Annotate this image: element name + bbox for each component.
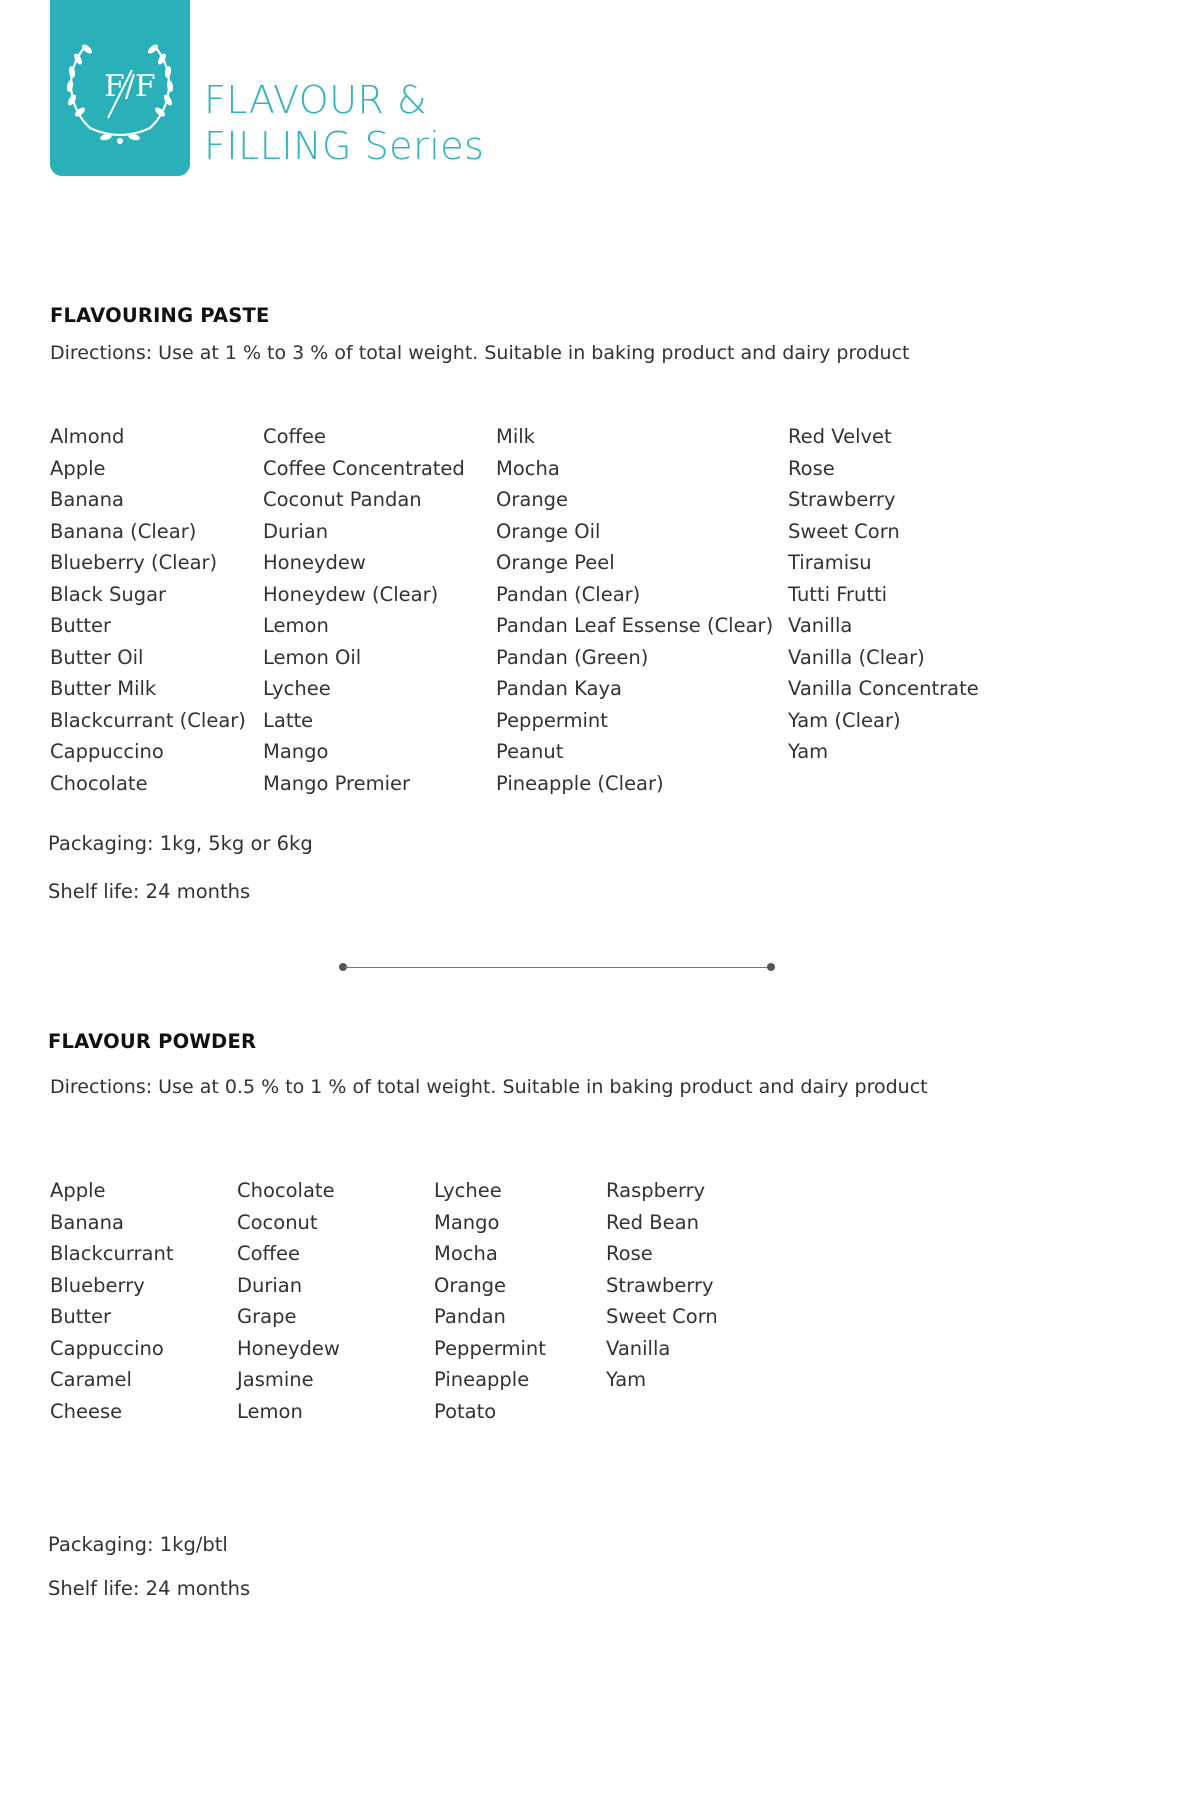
powder-packaging: Packaging: 1kg/btl [48,1533,228,1556]
powder-column-2 [237,1175,340,1427]
powder-column-4 [606,1175,718,1396]
flavour-list-item: Coconut Pandan [263,488,422,511]
flavour-list-item: Caramel [50,1368,132,1391]
flavour-list-item: Butter [50,1305,112,1328]
flavour-list-item: Sweet Corn [606,1305,718,1328]
flavour-list-item: Jasmine [237,1368,314,1391]
paste-column-2 [263,421,465,799]
flavour-list-item: Black Sugar [50,582,167,606]
flavour-list-item: Pandan (Green) [496,645,649,669]
flavour-list-item: Blueberry [50,1273,145,1297]
flavour-list-item: Yam [788,740,829,763]
flavour-list-item: Peppermint [496,708,608,732]
powder-heading: FLAVOUR POWDER [48,1030,257,1053]
flavour-list-item: Yam (Clear) [788,708,901,732]
flavour-list-item: Blackcurrant (Clear) [50,708,246,732]
powder-directions: Directions: Use at 0.5 % to 1 % of total weight. Suitable in baking product and dairy product [50,1076,928,1098]
flavour-list-item: Pandan [434,1305,506,1328]
flavour-list-item: Vanilla Concentrate [788,677,979,700]
flavour-list-item: Mango [434,1210,500,1234]
flavour-list-item: Lemon [237,1399,303,1423]
flavour-list-item: Cheese [50,1399,123,1423]
flavour-list-item: Honeydew [263,551,366,574]
flavour-list-item: Tiramisu [788,551,872,574]
flavour-list-item: Pandan Kaya [496,677,622,700]
flavour-list-item: Butter Oil [50,645,144,669]
flavour-list-item: Banana [50,488,124,511]
paste-column-4 [788,421,979,768]
flavour-list-item: Milk [496,425,535,448]
flavour-list-item: Pineapple [434,1368,530,1391]
logo-monogram: F/F [104,69,156,104]
flavour-list-item: Red Bean [606,1210,699,1234]
flavour-list-item: Coffee Concentrated [263,456,465,480]
flavour-list-item: Coconut [237,1210,318,1234]
flavour-list-item: Orange Oil [496,519,601,543]
flavour-list-item: Pandan Leaf Essense (Clear) [496,614,774,637]
paste-directions: Directions: Use at 1 % to 3 % of total weight. Suitable in baking product and dairy product [50,342,910,364]
flavour-list-item: Latte [263,708,314,732]
flavour-list-item: Potato [434,1399,497,1423]
flavour-list-item: Vanilla (Clear) [788,645,925,669]
flavour-list-item: Strawberry [788,488,896,511]
laurel-wreath-icon [50,0,190,176]
flavour-list-item: Pandan (Clear) [496,582,641,606]
flavour-list-item: Orange [434,1273,507,1297]
brand-title-line2: FILLING Series [204,124,485,168]
flavour-list-item: Honeydew [237,1336,340,1360]
paste-column-1 [50,421,246,799]
paste-column-3 [496,421,773,799]
flavour-list-item: Strawberry [606,1273,714,1297]
powder-column-3 [434,1175,546,1427]
flavour-list-item: Durian [263,519,329,543]
flavour-list-item: Banana [50,1210,124,1234]
flavour-list-item: Vanilla [606,1336,671,1360]
flavour-list-item: Mango Premier [263,771,411,795]
paste-heading: FLAVOURING PASTE [50,304,270,327]
flavour-list-item: Red Velvet [788,425,892,448]
flavour-list-item: Peppermint [434,1336,546,1360]
flavour-list-item: Raspberry [606,1179,706,1202]
flavour-list-item: Cappuccino [50,1336,164,1360]
flavour-list-item: Blueberry (Clear) [50,551,218,574]
flavour-list-item: Peanut [496,740,564,763]
brand-title [204,77,484,169]
flavour-list-item: Lemon [263,614,329,637]
flavour-list-item: Pineapple (Clear) [496,771,664,795]
flavour-list-item: Sweet Corn [788,519,900,543]
flavour-list-item: Blackcurrant [50,1242,174,1265]
flavour-list-item: Grape [237,1305,297,1328]
paste-packaging: Packaging: 1kg, 5kg or 6kg [48,832,313,855]
flavour-list-item: Chocolate [50,771,148,795]
flavour-list-item: Coffee [263,425,326,448]
flavour-list-item: Rose [788,456,835,480]
flavour-list-item: Lychee [263,677,331,700]
flavour-list-item: Durian [237,1273,303,1297]
flavour-list-item: Lemon Oil [263,645,362,669]
flavour-list-item: Mango [263,740,329,763]
powder-column-1 [50,1175,173,1427]
paste-shelf-life: Shelf life: 24 months [48,880,251,903]
flavour-list-item: Apple [50,1179,106,1202]
flavour-list-item: Butter [50,614,112,637]
divider-right-dot [767,963,775,971]
flavour-list-item: Almond [50,425,125,448]
flavour-list-item: Chocolate [237,1179,335,1202]
flavour-list-item: Orange Peel [496,551,615,574]
flavour-list-item: Coffee [237,1242,300,1265]
flavour-list-item: Apple [50,456,106,480]
brand-logo [50,0,190,176]
flavour-list-item: Yam [606,1368,647,1391]
flavour-list-item: Mocha [434,1242,498,1265]
flavour-list-item: Rose [606,1242,653,1265]
flavour-list-item: Honeydew (Clear) [263,582,439,606]
flavour-list-item: Orange [496,488,569,511]
flavour-list-item: Vanilla [788,614,853,637]
powder-shelf-life: Shelf life: 24 months [48,1577,251,1600]
brand-title-line1: FLAVOUR & [204,78,428,122]
flavour-list-item: Banana (Clear) [50,519,197,543]
flavour-list-item: Cappuccino [50,740,164,763]
flavour-list-item: Lychee [434,1179,502,1202]
flavour-list-item: Tutti Frutti [788,582,888,606]
section-divider [344,967,774,968]
flavour-list-item: Mocha [496,456,560,480]
flavour-list-item: Butter Milk [50,677,157,700]
